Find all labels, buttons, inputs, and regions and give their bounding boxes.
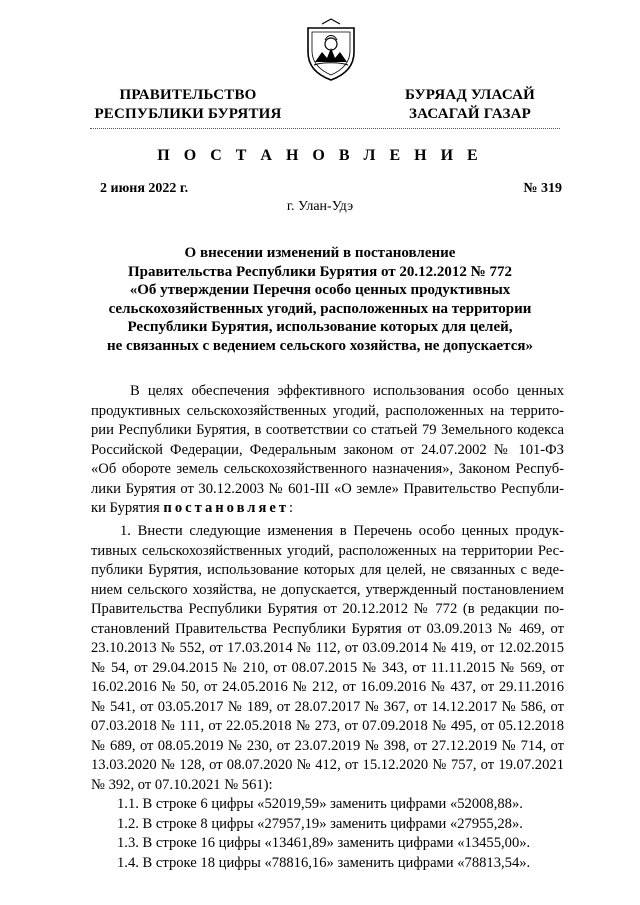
text-fragment: : xyxy=(289,500,294,516)
text-line: 07.03.2018 № 111, от 22.05.2018 № 273, от 07.09.2018 № 495, от 05.12.2018 xyxy=(91,718,564,734)
text-line: № 689, от 08.05.2019 № 230, от 23.07.2019 № 398, от 27.12.2019 № 714, от xyxy=(91,737,564,754)
title-line: Республики Бурятия, использование которых для целей, xyxy=(127,319,513,335)
government-name-buryat xyxy=(372,86,568,124)
text-line: № 54, от 29.04.2015 № 210, от 08.07.2015 № 343, от 11.11.2015 № 569, от xyxy=(91,659,564,676)
text-line: лики Бурятия от 30.12.2003 № 601-III «О земле» Правительство Республи- xyxy=(91,480,564,497)
document-city: г. Улан-Удэ xyxy=(286,199,354,214)
header-divider xyxy=(90,128,560,129)
org-line: РЕСПУБЛИКИ БУРЯТИЯ xyxy=(94,106,282,122)
text-line: рии Республики Бурятия, в соответствии со статьей 79 Земельного кодекса xyxy=(91,422,564,438)
text-line: 1. Внести следующие изменения в Перечень особо ценных продук- xyxy=(120,523,564,539)
preamble-paragraph xyxy=(91,382,564,519)
text-line: 16.02.2016 № 50, от 24.05.2016 № 212, от 16.09.2016 № 437, от 29.11.2016 xyxy=(91,679,564,695)
org-line: ПРАВИТЕЛЬСТВО xyxy=(119,87,257,103)
coat-of-arms-icon xyxy=(302,18,360,82)
document-title xyxy=(90,244,550,355)
org-line: БУРЯАД УЛАСАЙ xyxy=(404,87,536,103)
item-1-paragraph xyxy=(91,522,564,795)
title-line: «Об утверждении Перечня особо ценных продуктивных xyxy=(129,282,511,298)
title-line: О внесении изменений в постановление xyxy=(184,245,456,261)
subitem-1-4: 1.4. В строке 18 цифры «78816,16» заменить цифрами «78813,54». xyxy=(117,854,531,871)
text-line: 23.10.2013 № 552, от 17.03.2014 № 112, от 03.09.2014 № 419, от 12.02.2015 xyxy=(91,640,564,656)
document-date: 2 июня 2022 г. xyxy=(100,181,189,196)
subitem-1-1: 1.1. В строке 6 цифры «52019,59» заменить цифрами «52008,88». xyxy=(117,796,523,812)
text-line: Правительства Республики Бурятия от 20.12.2012 № 772 (в редакции по- xyxy=(91,601,564,617)
text-line: Российской Федерации, Федеральным законом от 24.07.2002 № 101-ФЗ xyxy=(91,441,564,458)
title-line: не связанных с ведением сельского хозяйства, не допускается» xyxy=(107,337,533,354)
title-line: сельскохозяйственных угодий, расположенных на территории xyxy=(108,300,532,317)
text-line: № 541, от 03.05.2017 № 189, от 28.07.2017 № 367, от 14.12.2017 № 586, от xyxy=(91,698,564,715)
text-line: В целях обеспечения эффективного использования особо ценных xyxy=(130,383,564,399)
text-line: 13.03.2020 № 128, от 08.07.2020 № 412, от 15.12.2020 № 757, от 19.07.2021 xyxy=(91,757,564,773)
subitem-1-3: 1.3. В строке 16 цифры «13461,89» заменить цифрами «13455,00». xyxy=(117,835,531,851)
text-line: нием сельского хозяйства, не допускается, утвержденный постановлением xyxy=(91,581,564,598)
document-number: № 319 xyxy=(523,181,562,196)
text-line: тивных сельскохозяйственных угодий, расположенных на территории Рес- xyxy=(91,542,564,559)
org-line: ЗАСАГАЙ ГАЗАР xyxy=(409,106,531,122)
document-type: П О С Т А Н О В Л Е Н И Е xyxy=(157,147,483,164)
text-line: «Об обороте земель сельскохозяйственного назначения», Законом Респуб- xyxy=(91,461,564,477)
subitem-1-2: 1.2. В строке 8 цифры «27957,19» заменить цифрами «27955,28». xyxy=(117,815,523,832)
title-line: Правительства Республики Бурятия от 20.12.2012 № 772 xyxy=(127,263,512,280)
text-line: публики Бурятия, использование которых для целей, не связанных с веде- xyxy=(91,562,564,578)
text-line: № 392, от 07.10.2021 № 561): xyxy=(91,776,273,793)
government-name-russian xyxy=(78,86,298,124)
text-line: продуктивных сельскохозяйственных угодий, расположенных на террито- xyxy=(91,402,564,419)
text-line: становлений Правительства Республики Бурятия от 03.09.2013 № 469, от xyxy=(91,620,564,637)
text-fragment: ки Бурятия xyxy=(91,500,164,516)
text-line xyxy=(91,499,564,519)
decree-word: постановляет xyxy=(163,500,290,516)
